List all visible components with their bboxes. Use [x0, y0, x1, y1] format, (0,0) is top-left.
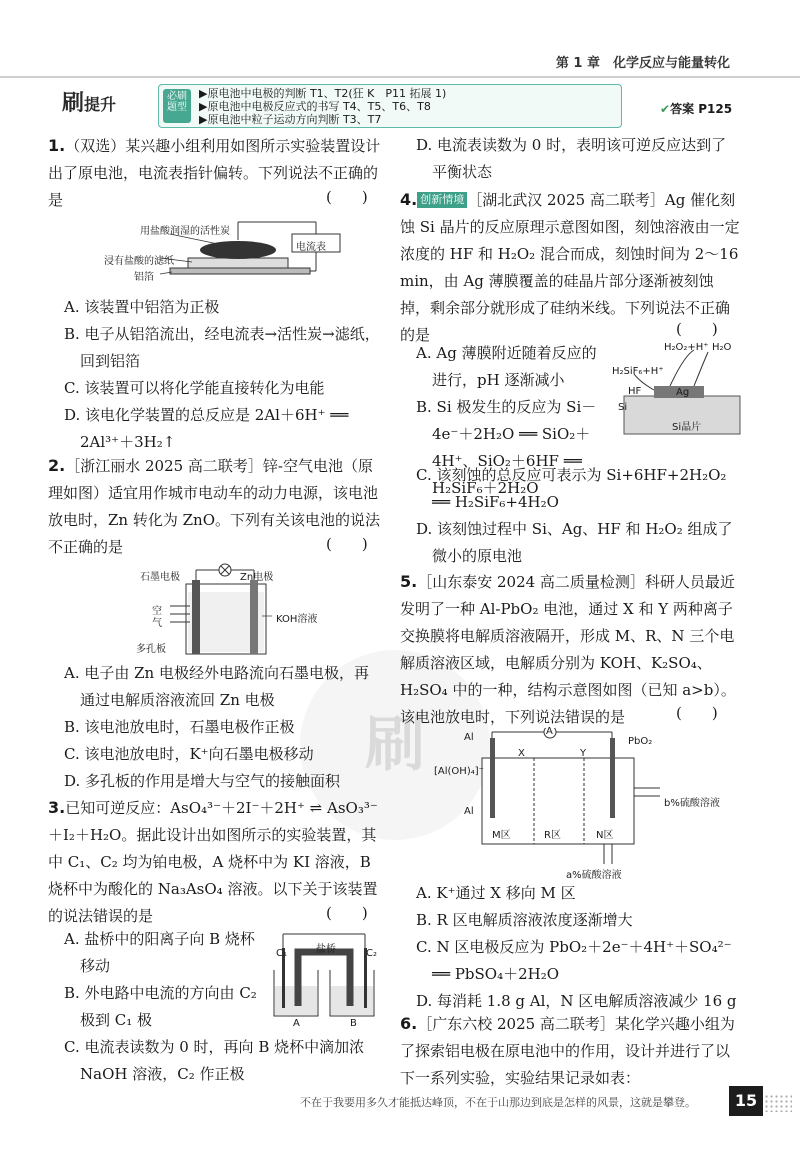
- question-1-options: [64, 294, 382, 456]
- check-icon: ✔: [660, 102, 671, 116]
- fig-label: a%硫酸溶液: [566, 870, 622, 881]
- watermark: 刷: [300, 650, 490, 840]
- option: B. 电子从铝箔流出，经电流表→活性炭→滤纸，回到铝箔: [64, 325, 380, 370]
- innovation-tag: 创新情境: [417, 192, 467, 208]
- fig-label: 用盐酸润湿的活性炭: [140, 226, 230, 237]
- option: C. 该刻蚀的总反应可表示为 Si+6HF+2H₂O₂ ══ H₂SiF₆+4H₂O: [416, 466, 727, 511]
- graphite-electrode: [192, 580, 200, 654]
- fig-label: b%硫酸溶液: [664, 798, 720, 809]
- question-3-option-c: [64, 1034, 382, 1088]
- fig-label: 盐桥: [316, 944, 336, 955]
- pbo2-electrode: [610, 738, 615, 818]
- option: D. 每消耗 1.8 g Al，N 区电解质溶液减少 16 g: [416, 992, 737, 1010]
- fig-label: Al: [464, 806, 474, 817]
- question-4-options-cd: [416, 462, 740, 570]
- chapter-title: 第 1 章 化学反应与能量转化: [555, 56, 730, 71]
- fig-label: 浸有盐酸的滤纸: [104, 256, 174, 267]
- option: A. 盐桥中的阳离子向 B 烧杯移动: [64, 930, 255, 975]
- answer-paren: ( ): [326, 188, 368, 206]
- footer-motto: 不在于我要用多久才能抵达峰顶，不在于山那边到底是怎样的风景，这就是攀登。: [300, 1096, 696, 1109]
- answer-ref: [660, 100, 732, 117]
- fig-label: A: [546, 726, 553, 737]
- question-number: 1.: [48, 136, 66, 155]
- option: B. Si 极发生的反应为 Si－4e⁻＋2H₂O ══ SiO₂＋4H⁺、SiO₂＋6HF ══ H₂SiF₆＋2H₂O: [416, 398, 597, 497]
- page-dots: [764, 1094, 792, 1112]
- fig-label: HF: [628, 386, 642, 397]
- question-number: 4.: [400, 190, 418, 209]
- option: D. 多孔板的作用是增大与空气的接触面积: [64, 772, 341, 790]
- option: A. Ag 薄膜附近随着反应的进行，pH 逐渐减小: [416, 344, 597, 389]
- answer-paren: ( ): [326, 535, 368, 553]
- option: D. 该电化学装置的总反应是 2Al＋6H⁺ ══ 2Al³⁺＋3H₂↑: [64, 406, 349, 451]
- aluminum-foil: [170, 268, 310, 274]
- fig-label: C₂: [366, 948, 377, 959]
- question-2-stem: 2.［浙江丽水 2025 高二联考］锌-空气电池（原理如图）适宜用作城市电动车的动力电源，该电池放电时，Zn 转化为 ZnO。下列有关该电池的说法不正确的是: [48, 456, 381, 556]
- option: B. 该电池放电时，石墨电极作正极: [64, 718, 295, 736]
- al-electrode: [490, 738, 495, 818]
- fig-label: 铝箔: [134, 272, 154, 283]
- option: C. 该电池放电时，K⁺向石墨电极移动: [64, 745, 314, 763]
- topic-box: [158, 84, 622, 128]
- fig-label: 空: [152, 606, 162, 617]
- option: C. N 区电极反应为 PbO₂＋2e⁻＋4H⁺＋SO₄²⁻ ══ PbSO₄＋2H₂O: [416, 938, 732, 983]
- question-number: 3.: [48, 798, 66, 817]
- topic-line: ▶原电池中粒子运动方向判断 T3、T7: [199, 113, 382, 126]
- topic-lines: [199, 87, 446, 126]
- question-1-stem: 1.（双选）某兴趣小组利用如图所示实验装置设计出了原电池，电流表指针偏转。下列说法不正确的是: [48, 136, 381, 209]
- fig-label: H₂SiF₆+H⁺: [612, 366, 664, 377]
- option: B. R 区电解质溶液浓度逐渐增大: [416, 911, 633, 929]
- answer-paren: ( ): [676, 704, 718, 722]
- fig-label: Ag: [676, 387, 690, 398]
- fig-label: H₂O₂+H⁺: [664, 342, 709, 353]
- fig-label: PbO₂: [628, 736, 653, 747]
- fig-label: 石墨电极: [140, 572, 180, 583]
- fig-label: A: [293, 1018, 300, 1029]
- question-3-stem: 3.已知可逆反应：AsO₄³⁻＋2I⁻＋2H⁺ ⇌ AsO₃³⁻＋I₂＋H₂O。据此设计出如图所示的实验装置，其中 C₁、C₂ 均为铂电极，A 烧杯中为 KI 溶液，B 烧杯中为酸化的 Na₃AsO₄ 溶液。以下关于该装置的说法错误的是: [48, 798, 378, 925]
- fig-label: H₂O: [712, 342, 732, 353]
- fig-label: M区: [492, 830, 511, 841]
- option: C. 该装置可以将化学能直接转化为电能: [64, 379, 325, 397]
- question-number: 5.: [400, 572, 418, 591]
- fig-label: Y: [580, 748, 587, 759]
- option: D. 电流表读数为 0 时，表明该可逆反应达到了平衡状态: [416, 136, 727, 181]
- fig-label: 电流表: [296, 242, 326, 253]
- topic-tag: 必刷题型: [163, 89, 191, 123]
- section-title-small: 提升: [84, 95, 117, 114]
- fig-label: Si晶片: [672, 422, 702, 433]
- option: A. 电子由 Zn 电极经外电路流向石墨电极，再通过电解质溶液流回 Zn 电极: [64, 664, 369, 709]
- fig-label: 多孔板: [136, 644, 166, 655]
- header-divider: [0, 76, 800, 78]
- fig-label: X: [518, 748, 525, 759]
- question-6-stem: 6.［广东六校 2025 高二联考］某化学兴趣小组为了探索铝电极在原电池中的作用，设计并进行了以下一系列实验，实验结果记录如表：: [400, 1014, 735, 1087]
- zn-electrode: [250, 580, 258, 654]
- activated-carbon: [200, 241, 276, 259]
- fig-label: N区: [596, 830, 614, 841]
- question-4-stem: 4. 创新情境 ［湖北武汉 2025 高二联考］Ag 催化刻蚀 Si 晶片的反应原理示意图如图，刻蚀溶液由一定浓度的 HF 和 H₂O₂ 混合而成，刻蚀时间为 2～16 min，由 Ag 薄膜覆盖的硅晶片部分逐渐被刻蚀掉，剩余部分就形成了硅纳米线。下列说法不正确的是: [400, 190, 740, 344]
- option: B. 外电路中电流的方向由 C₂ 极到 C₁ 极: [64, 984, 257, 1029]
- answer-paren: ( ): [326, 904, 368, 922]
- page-number: 15: [729, 1086, 763, 1116]
- fig-label: R区: [544, 830, 561, 841]
- question-2-options: [64, 660, 382, 795]
- fig-label: C₁: [276, 948, 287, 959]
- question-number: 2.: [48, 456, 66, 475]
- question-number: 6.: [400, 1014, 418, 1033]
- question-5-options: [416, 880, 740, 1015]
- question-3-options-ab: [64, 926, 268, 1034]
- fig-label: Zn电极: [240, 572, 274, 583]
- fig-label: Al: [464, 732, 474, 743]
- topic-line: ▶原电池中电极反应式的书写 T4、T5、T6、T8: [199, 100, 431, 113]
- fig-label: B: [350, 1018, 357, 1029]
- option: D. 该刻蚀过程中 Si、Ag、HF 和 H₂O₂ 组成了微小的原电池: [416, 520, 733, 565]
- section-title-big: 刷: [62, 91, 85, 116]
- question-5-stem: 5.［山东泰安 2024 高二质量检测］科研人员最近发明了一种 Al-PbO₂ 电池，通过 X 和 Y 两种离子交换膜将电解质溶液隔开，形成 M、R、N 三个电解质溶液区域，电解质分别为 KOH、K₂SO₄、H₂SO₄ 中的一种，结构示意图如图（已知 a>b）。该电池放电时，下列说法错误的是: [400, 572, 736, 726]
- fig-label: 气: [152, 618, 162, 629]
- answer-ref-text: 答案 P125: [670, 102, 733, 116]
- option: A. 该装置中铝箔为正极: [64, 298, 220, 316]
- filter-paper: [188, 258, 288, 268]
- topic-line: ▶原电池中电极的判断 T1、T2(狂 K P11 拓展 1): [199, 87, 447, 100]
- option: A. K⁺通过 X 移向 M 区: [416, 884, 576, 902]
- section-title: [62, 86, 144, 116]
- fig-label: [Al(OH)₄]⁻: [434, 766, 484, 777]
- option: C. 电流表读数为 0 时，再向 B 烧杯中滴加浓 NaOH 溶液，C₂ 作正极: [64, 1038, 365, 1083]
- fig-label: KOH溶液: [276, 614, 318, 625]
- question-3-option-d: [416, 132, 740, 186]
- fig-label: Si: [618, 402, 628, 413]
- answer-paren: ( ): [676, 320, 718, 338]
